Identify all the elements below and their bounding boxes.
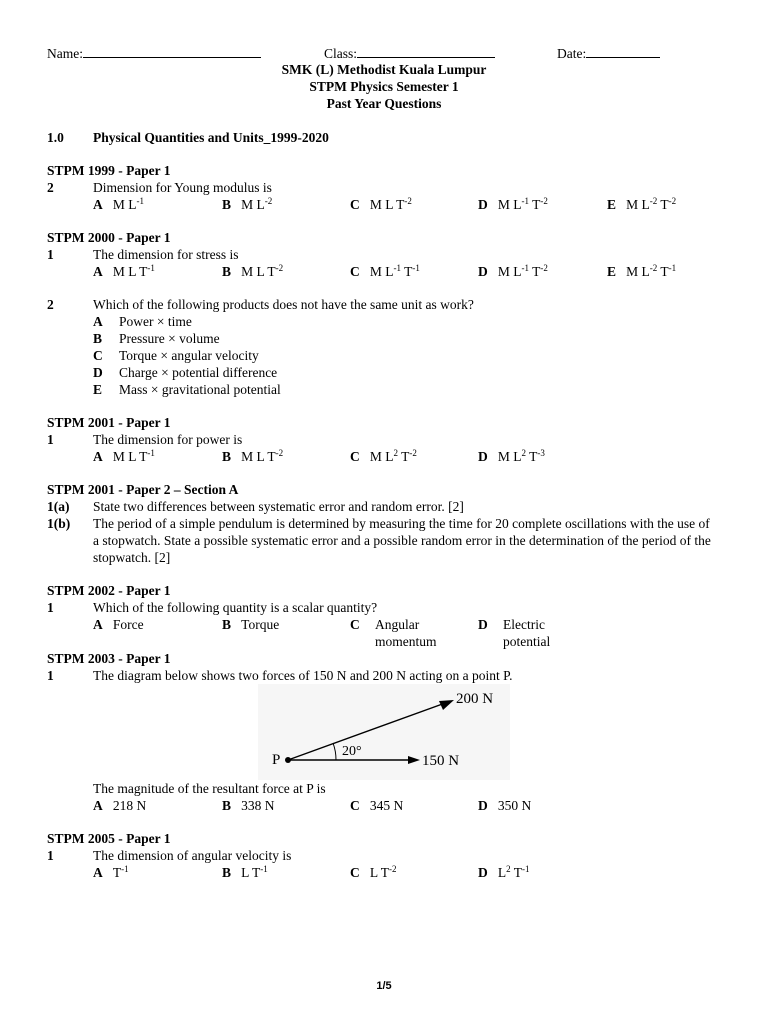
section-heading-2002: STPM 2002 - Paper 1 — [47, 583, 171, 598]
option-e[interactable]: E M $L^{-2}$ $T^{-2}$ — [607, 196, 677, 212]
question-text: The dimension for power is — [93, 432, 243, 447]
question-number: 1 — [47, 247, 54, 262]
question-text: The magnitude of the resultant force at P is — [93, 781, 326, 796]
option-c[interactable]: C L $T^{-2}$ — [350, 864, 397, 880]
chapter-title: Physical Quantities and Units_1999-2020 — [93, 130, 329, 145]
option-b[interactable]: B 338 N — [222, 798, 275, 813]
option-c[interactable]: C M $L^{-1}$ $T^{-1}$ — [350, 263, 420, 279]
option-c[interactable]: C M $L^2$ $T^{-2}$ — [350, 448, 417, 464]
section-heading-2000: STPM 2000 - Paper 1 — [47, 230, 171, 245]
question-text: Dimension for Young modulus is — [93, 180, 272, 195]
force-150n-label: 150 N — [422, 753, 460, 769]
date-blank[interactable] — [586, 44, 660, 58]
angle-label: 20° — [342, 744, 362, 759]
school-name: SMK (L) Methodist Kuala Lumpur — [281, 62, 487, 77]
option-d[interactable]: D M $L^{-1}$ $T^{-2}$ — [478, 196, 548, 212]
option-b[interactable]: B M L $T^{-2}$ — [222, 263, 284, 279]
question-number: 1 — [47, 848, 54, 863]
section-heading-2005: STPM 2005 - Paper 1 — [47, 831, 171, 846]
question-text: The diagram below shows two forces of 150 N and 200 N acting on a point P. — [93, 668, 513, 683]
question-number: 1(b) — [47, 516, 71, 531]
option-b[interactable]: B M L $T^{-2}$ — [222, 448, 284, 464]
question-number: 1 — [47, 600, 54, 615]
question-text: The period of a simple pendulum is determined by measuring the time for 20 complete oscillations with the use of a stopwatch. State a possible systematic error and a possible random error in the determination of the period of the stopwatch. [2] — [93, 516, 711, 565]
option-b[interactable]: B M $L^{-2}$ — [222, 196, 273, 212]
option-c[interactable]: C 345 N — [350, 798, 404, 813]
option-b[interactable]: B L $T^{-1}$ — [222, 864, 268, 880]
option-b[interactable]: B Torque — [222, 617, 280, 632]
question-number: 1(a) — [47, 499, 70, 514]
question-text: Which of the following products does not have the same unit as work? — [93, 297, 474, 312]
question-number: 1 — [47, 432, 54, 447]
option-a[interactable]: A Force — [93, 617, 144, 632]
option-d[interactable]: D M $L^{-1}$ $T^{-2}$ — [478, 263, 548, 279]
option-c[interactable]: C M L $T^{-2}$ — [350, 196, 412, 212]
point-p-dot — [285, 757, 291, 763]
option-d[interactable]: D 350 N — [478, 798, 532, 813]
section-heading-2001-p1: STPM 2001 - Paper 1 — [47, 415, 171, 430]
option-d[interactable]: D Charge × potential difference — [93, 365, 278, 380]
option-d[interactable]: D Electric — [478, 617, 545, 632]
option-a[interactable]: A Power × time — [93, 314, 192, 329]
question-number: 2 — [47, 180, 54, 195]
option-d-cont: potential — [503, 634, 551, 649]
option-a[interactable]: A $T^{-1}$ — [93, 864, 129, 880]
question-text: Which of the following quantity is a scalar quantity? — [93, 600, 378, 615]
option-c-cont: momentum — [375, 634, 437, 649]
question-text: The dimension of angular velocity is — [93, 848, 292, 863]
question-number: 2 — [47, 297, 54, 312]
section-heading-1999: STPM 1999 - Paper 1 — [47, 163, 171, 178]
force-diagram — [258, 684, 510, 780]
point-label: P — [272, 752, 281, 768]
option-e[interactable]: E Mass × gravitational potential — [93, 382, 281, 397]
option-e[interactable]: E M $L^{-2}$ $T^{-1}$ — [607, 263, 677, 279]
class-blank[interactable] — [357, 44, 495, 58]
question-number: 1 — [47, 668, 54, 683]
date-field — [557, 44, 660, 62]
section-heading-2003: STPM 2003 - Paper 1 — [47, 651, 171, 666]
option-a[interactable]: A 218 N — [93, 798, 147, 813]
option-c[interactable]: C Torque × angular velocity — [93, 348, 259, 363]
option-a[interactable]: A M L $T^{-1}$ — [93, 448, 155, 464]
option-d[interactable]: D M $L^2$ $T^{-3}$ — [478, 448, 545, 464]
option-c[interactable]: C Angular — [350, 617, 420, 632]
force-200n-label: 200 N — [456, 691, 494, 707]
page-number: 1/5 — [376, 980, 392, 992]
course-title: STPM Physics Semester 1 — [309, 79, 459, 94]
document-subtitle: Past Year Questions — [326, 96, 442, 111]
name-field — [47, 44, 261, 62]
class-field — [324, 44, 495, 62]
option-a[interactable]: A M $L^{-1}$ — [93, 196, 144, 212]
name-blank[interactable] — [83, 44, 261, 58]
name-label: Name: — [47, 46, 83, 61]
question-text: State two differences between systematic error and random error. [2] — [93, 499, 464, 514]
option-a[interactable]: A M L $T^{-1}$ — [93, 263, 155, 279]
class-label: Class: — [324, 46, 358, 61]
option-d[interactable]: D $L^2$ $T^{-1}$ — [478, 864, 530, 880]
date-label: Date: — [557, 46, 587, 61]
option-b[interactable]: B Pressure × volume — [93, 331, 220, 346]
chapter-number: 1.0 — [47, 130, 64, 145]
question-text: The dimension for stress is — [93, 247, 239, 262]
section-heading-2001-p2: STPM 2001 - Paper 2 – Section A — [47, 482, 239, 497]
